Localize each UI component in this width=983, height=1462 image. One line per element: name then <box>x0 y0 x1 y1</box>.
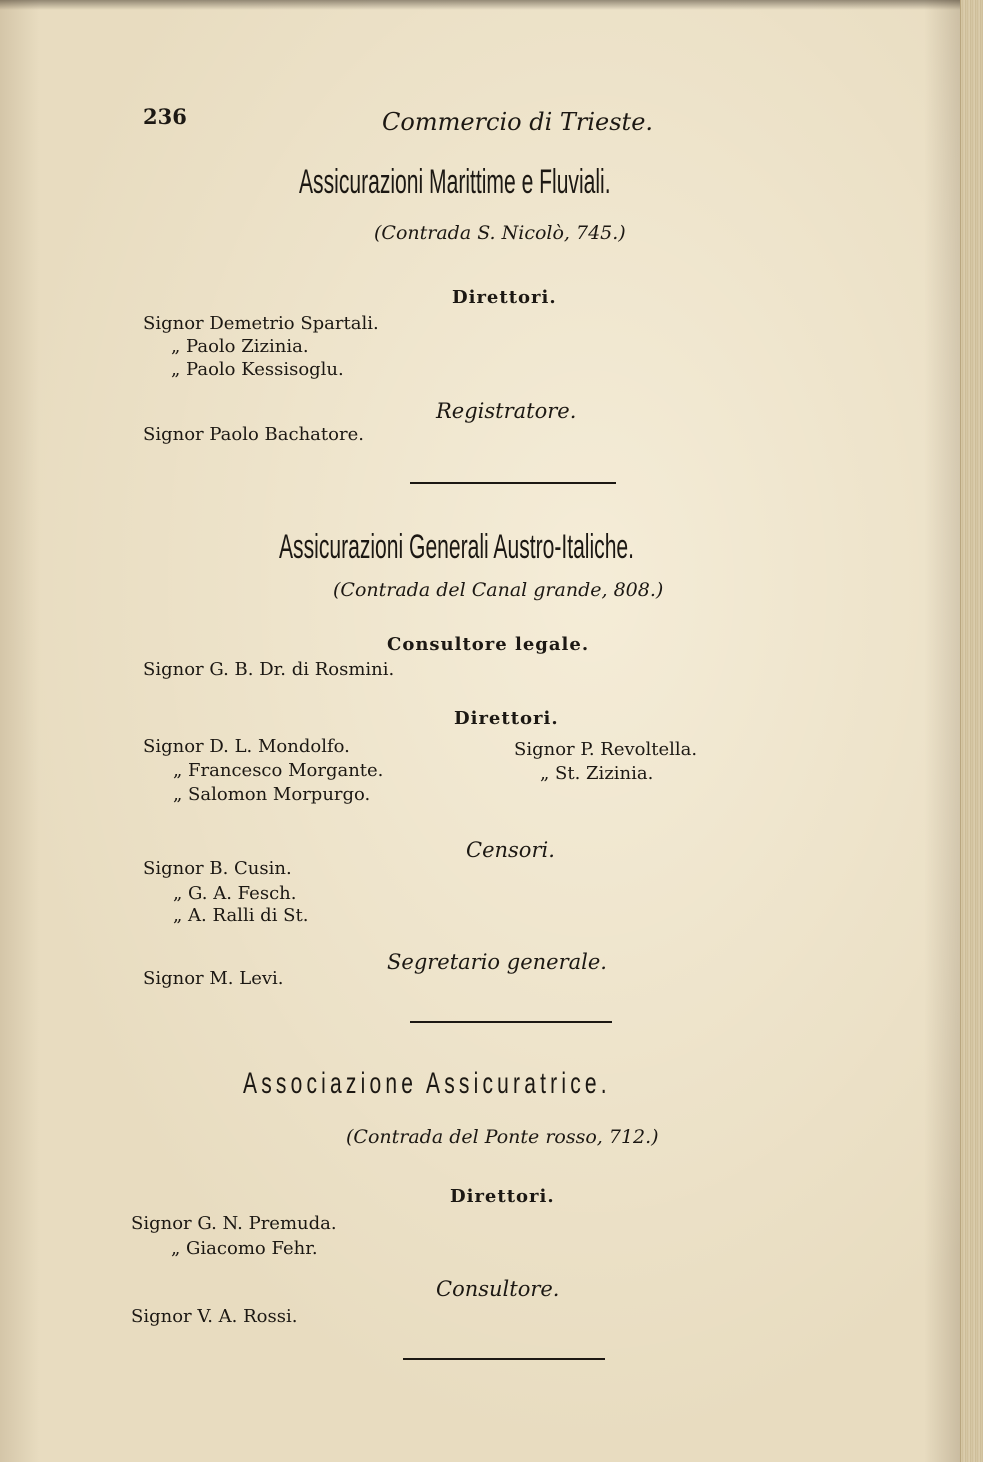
page-edge-stack <box>960 0 983 1462</box>
section2-legal-label: Consultore legale. <box>387 634 590 655</box>
section1-address: (Contrada S. Nicolò, 745.) <box>374 222 626 244</box>
section2-director-right-2: „ St. Zizinia. <box>540 763 654 784</box>
section2-censor-3: „ A. Ralli di St. <box>173 905 309 926</box>
section2-director-left-2: „ Francesco Morgante. <box>173 760 384 781</box>
section2-censor-2: „ G. A. Fesch. <box>173 883 297 904</box>
section3-consultant-label: Consultore. <box>436 1277 560 1301</box>
section3-title: Associazione Assicuratrice. <box>243 1067 611 1100</box>
section1-director-3: „ Paolo Kessisoglu. <box>171 359 344 380</box>
section2-director-left-1: Signor D. L. Mondolfo. <box>143 736 350 757</box>
section2-directors-label: Direttori. <box>454 708 559 729</box>
section2-secretary-label: Segretario generale. <box>387 950 607 974</box>
section2-director-left-3: „ Salomon Morpurgo. <box>173 784 371 805</box>
page-number: 236 <box>143 104 187 129</box>
section1-director-1: Signor Demetrio Spartali. <box>143 313 379 334</box>
section3-director-2: „ Giacomo Fehr. <box>171 1238 318 1259</box>
section1-director-2: „ Paolo Zizinia. <box>171 336 309 357</box>
section3-consultant: Signor V. A. Rossi. <box>131 1306 298 1327</box>
section-divider-2 <box>410 1021 612 1023</box>
section3-directors-label: Direttori. <box>450 1186 555 1207</box>
section2-director-right-1: Signor P. Revoltella. <box>514 739 698 760</box>
page-top-shadow <box>0 0 983 10</box>
section3-address: (Contrada del Ponte rosso, 712.) <box>346 1126 659 1148</box>
running-title: Commercio di Trieste. <box>382 108 654 136</box>
section2-address: (Contrada del Canal grande, 808.) <box>333 579 664 601</box>
section2-secretary: Signor M. Levi. <box>143 968 284 989</box>
section2-legal-member: Signor G. B. Dr. di Rosmini. <box>143 659 395 680</box>
section1-directors-label: Direttori. <box>452 287 557 308</box>
section-divider-3 <box>403 1358 605 1360</box>
section2-censors-label: Censori. <box>466 838 555 862</box>
section-divider-1 <box>410 482 616 484</box>
section2-censor-1: Signor B. Cusin. <box>143 858 292 879</box>
section1-registrar: Signor Paolo Bachatore. <box>143 424 364 445</box>
section1-registrar-label: Registratore. <box>436 399 577 423</box>
section3-director-1: Signor G. N. Premuda. <box>131 1213 337 1234</box>
section2-title: Assicurazioni Generali Austro-Italiche. <box>279 528 635 566</box>
section1-title: Assicurazioni Marittime e Fluviali. <box>299 163 611 201</box>
